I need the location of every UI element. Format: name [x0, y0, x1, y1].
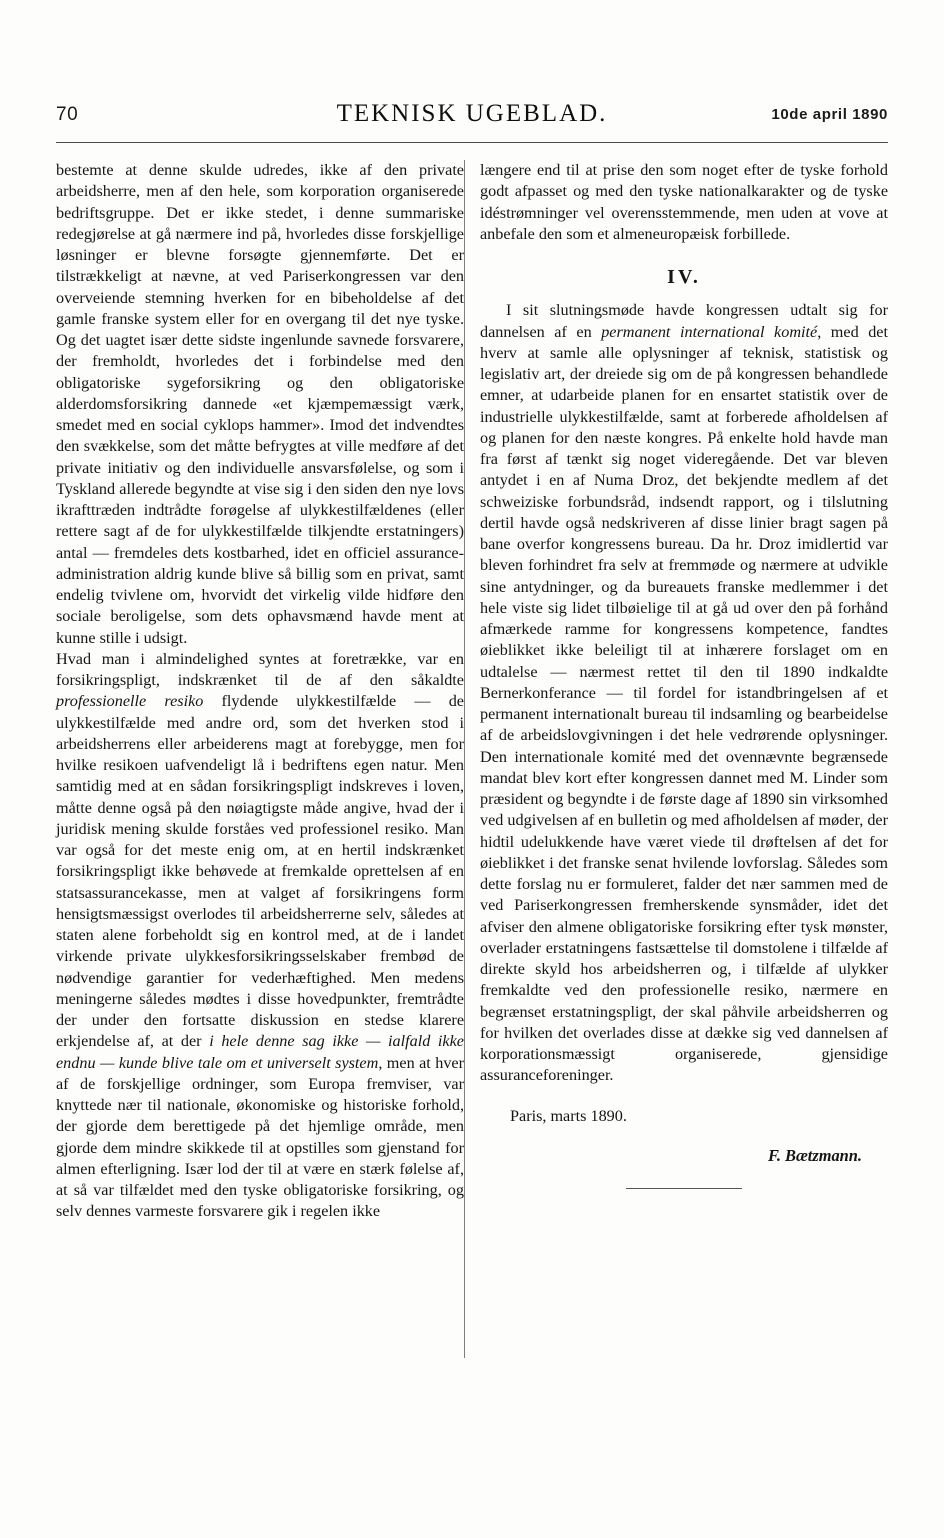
left-paragraph-2-text-3: , men at hver af de forskjellige ordninger, som Europa fremviser, var knyttede nær til nationale, økonomiske og historiske forhold, der gjorde dem berettigede på det hjemlige område, men gjorde dem mindre skikkede til at opstilles som gjenstand for almen efterligning. Især lod der til at være en stærk følelse af, at så var tilfældet med den tyske obligatoriske forsikring, og selv dennes varmeste forsvarere gik i regelen ikke — [56, 1053, 464, 1221]
journal-title: TEKNISK UGEBLAD. — [336, 100, 608, 127]
emphasis-professionelle-resiko: professionelle resiko — [56, 692, 204, 711]
emphasis-universelt-system: i hele denne sag ikke — ialfald ikke endnu — kunde blive tale om et universelt system — [56, 1032, 464, 1072]
issue-date: 10de april 1890 — [771, 106, 888, 123]
running-head — [56, 100, 888, 134]
right-paragraph-1: længere end til at prise den som noget efter de tyske forhold godt afpasset og med den tyske nationalkarakter og de tyske idéstrømninger vel overensstemmende, men uden at vove at anbefale den som et almeneuropæisk forbillede. — [480, 161, 888, 243]
section-heading-iv: IV. — [667, 266, 701, 288]
header-rule — [56, 142, 888, 143]
right-paragraph-2-text-2: , med det hverv at samle alle oplysninger af teknisk, statistisk og legislativ art, der dreiede sig om de på kongressen behandlede emner, at udarbeide planen for en ensartet statistik over de industrielle ulykkestilfælde, samt at forberede afholdelsen af og planen for den næste kongres. På enkelte hold havde man fra først af tænkt sig noget videregående. Det var bleven antydet i en af Numa Droz, det bekjendte medlem af det schweiziske forbundsråd, indsendt rapport, og i tilslutning dertil havde også nedskriveren af disse linier bragt sagen på bane overfor kongressens bureau. Da hr. Droz imidlertid var bleven forhindret fra selv at fremmøde og nærmere at udvikle sine antydninger, og da bureauets franske medlemmer i det hele viste sig lidet tilbøielige til at gå ud over den på forhånd afmærkede ramme for kongressens kompetence, fandtes øieblikket ikke beleiligt til at inhærere forslaget om en udtalelse — nærmest rettet til den til 1890 indkaldte Bernerkonferance — til fordel for istandbringelsen af et permanent internationalt bureau til indsamling og bearbeidelse af de arbeidslovgivningen i det hele vedrørende oplysninger. Den internationale komité med det ovennævnte begrænsede mandat blev kort efter kongressen dannet med M. Linder som præsident og begyndte i de første dage af 1890 sin virksomhed ved udgivelsen af en bulletin og med afholdelsen af møder, der hidtil udelukkende have været viede til drøftelsen af det for øieblikket i det franske senat hvilende lovforslag. Således som dette forslag nu er formuleret, falder det nær sammen med de ved Pariserkongressen fremherskende synsmåder, idet det afviser den almene obligatoriske forsikring efter tysk mønster, overlader erstatningens fastsættelse til domstolene i tilfælde af direkte skyld hos arbeidsherren og, i tilfælde af ulykker fremkaldte ved den professionelle resiko, nærmere en begrænset erstatningspligt, der skal påhvile arbeidsherren og for hvilken det overlades disse at dække sig ved dannelsen af korporationsmæssigt organiserede, gjensidige assuranceforeninger. — [480, 322, 888, 1085]
left-paragraph-2 — [56, 649, 464, 1223]
left-paragraph-1: bestemte at denne skulde udredes, ikke af den private arbeidsherre, men af den hele, som korporation organiserede bedriftsgruppe. Det er ikke stedet, i denne summariske redegjørelse at gå nærmere ind på, hvorledes disse forskjellige løsninger er blevne forsøgte gjennemførte. Det er tilstrækkeligt at nævne, at ved Pariserkongressen var den overveiende stemning hverken for en bibeholdelse af det gamle franske system eller for en overgang til det nye tyske. Og det uagtet især dette sidste ingenlunde savnede forsvarere, der fremholdt, hvorledes det i forbindelse med den obligatoriske sygeforsikring og den obligatoriske alderdomsforsikring dannede «et kjæmpemæssigt værk, smedet med en social cyklops hammer». Imod det indvendtes den svækkelse, som det måtte befrygtes at ville medføre af det private initiativ og den individuelle ansvarsfølelse, og som i Tyskland allerede begyndte at vise sig i den siden den nye lovs ikrafttræden indtrådte forøgelse af ulykkestilfældenes (eller rettere sagt af de for ulykkestilfælde tilkjendte erstatningers) antal — fremdeles dets kostbarhed, idet en officiel assurance-administration aldrig kunde blive så billig som en privat, samt endelig tvivlene om, hvorvidt det virkelig vilde hidføre den sociale beroligelse, som dets ophavsmænd havde ment at kunne stille i udsigt. — [56, 161, 464, 647]
emphasis-permanent-international-komite: permanent international komité — [601, 322, 818, 341]
dateline: Paris, marts 1890. — [510, 1106, 627, 1125]
right-paragraph-2 — [480, 300, 888, 1086]
right-paragraph-2-text-1: I sit slutningsmøde havde kongressen udtalt sig for dannelsen af en — [480, 301, 888, 341]
column-divider — [464, 160, 465, 1358]
end-of-article-rule — [626, 1188, 742, 1189]
left-paragraph-2-text-2: flydende ulykkestilfælde — de ulykkestilfælde med andre ord, som det hverken stod i arbeidsherrens eller arbeiderens magt at forebygge, men for hvilke resikoen uafvendeligt lå i bedriftens egen natur. Men samtidig med at en sådan forsikringspligt indskreves i loven, måtte denne også på den nøiagtigste måde angive, hvad der i juridisk mening skulde forståes ved professionel resiko. Man var også for det meste enig om, at en hertil indskrænket forsikringspligt ikke behøvede at fremkalde oprettelsen af en statsassurancekasse, men at valget af forsikringens form hensigtsmæssigst overlodes til arbeidsherrerne selv, således at staten alene forbeholdt sig en kontrol med, at de i landet virkende private ulykkesforsikringsselskaber frembød de nødvendige garantier for vederhæftighed. Men medens meningerne således mødtes i disse hovedpunkter, fremtrådte der under den fortsatte diskussion en stedse klarere erkjendelse af, at der — [56, 692, 464, 1051]
page-number: 70 — [56, 104, 79, 125]
author-signature: F. Bætzmann. — [768, 1145, 862, 1165]
left-paragraph-2-text-1: Hvad man i almindelighed syntes at foretrække, var en forsikringspligt, indskrænket til de af den såkaldte — [56, 649, 464, 689]
right-column — [480, 160, 888, 1189]
body-columns — [56, 160, 888, 1375]
left-column — [56, 160, 464, 1223]
